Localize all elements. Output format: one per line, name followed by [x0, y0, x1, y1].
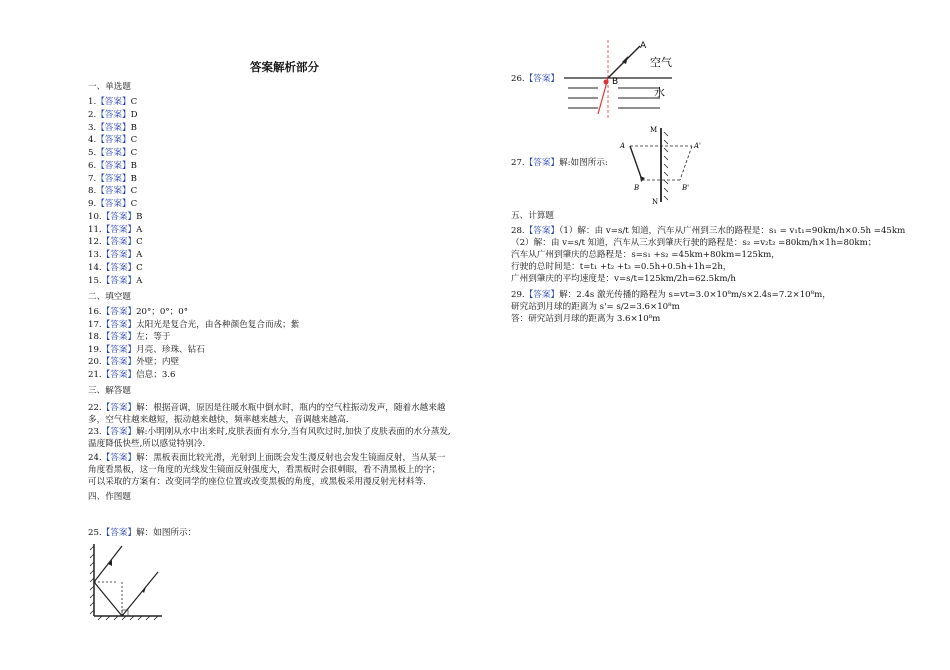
section-calculation: 五、计算题 — [511, 211, 554, 221]
q24-line3: 可以采取的方案有：改变同学的座位位置或改变黑板的角度，或黑板采用漫反射光材料等． — [88, 477, 432, 487]
q29-line3: 答：研究站到月球的距离为 3.6×10⁸m — [511, 314, 661, 324]
single-choice-item — [88, 110, 137, 121]
single-choice-answer: C — [130, 135, 138, 146]
q22-line2: 多，空气柱越来越短，振动越来越快，频率越来越大，音调越来越高． — [88, 415, 355, 425]
page-title: 答案解析部分 — [250, 60, 319, 74]
single-choice-answer: A — [136, 224, 143, 235]
q22-line1: 22.【答案】解：根据音调，原因是往暖水瓶中倒水时，瓶内的空气柱振动发声，随着水越来越 — [88, 403, 446, 413]
q26-line: 26.【答案】 — [511, 74, 560, 84]
single-choice-num: 8. — [88, 186, 97, 197]
answer-tag: 【答案】 — [96, 148, 131, 158]
single-choice-item — [88, 199, 137, 210]
answer-tag: 【答案】 — [101, 262, 137, 273]
answer-tag: 【答案】 — [96, 173, 131, 184]
single-choice-num: 4. — [88, 135, 97, 146]
answer-tag: 【答案】 — [101, 344, 137, 355]
fill-blank-num: 16. — [88, 307, 102, 317]
fill-blank-item — [88, 320, 299, 331]
answer-tag: 【答案】 — [101, 250, 137, 260]
answer-tag: 【答案】 — [101, 319, 137, 330]
single-choice-item — [88, 148, 137, 159]
answer-tag: 【答案】 — [101, 275, 137, 286]
single-choice-answer: B — [130, 173, 137, 184]
fill-blank-item — [88, 307, 188, 318]
fill-blank-answer: 太阳光是复合光，由各种颜色复合而成；紫 — [136, 319, 300, 330]
fill-blank-item — [88, 332, 170, 343]
fill-blank-answer: 左；等于 — [136, 332, 171, 342]
section-single-choice: 一、单选题 — [88, 82, 131, 92]
single-choice-num: 11. — [88, 224, 102, 235]
answer-tag: 【答案】 — [101, 237, 137, 248]
q28-line1: 28.【答案】（1）解：由 v=s/t 知道，汽车从广州到三水的路程是：s₁ = v₁t₁=90km/h×0.5h =45km — [511, 226, 906, 236]
single-choice-answer: C — [136, 262, 143, 273]
fill-blank-num: 18. — [88, 332, 102, 342]
single-choice-num: 13. — [88, 250, 102, 260]
q28-line3: 汽车从广州到肇庆的总路程是：s=s₁ +s₂ =45km+80km=125km， — [511, 250, 780, 260]
single-choice-item — [88, 186, 137, 197]
q27-label-a: A — [620, 142, 626, 150]
q27-figure — [616, 122, 716, 206]
single-choice-item — [88, 250, 142, 261]
q27-label-m: M — [650, 126, 658, 134]
section-drawing: 四、作图题 — [88, 492, 131, 502]
single-choice-answer: C — [130, 186, 138, 197]
answer-tag: 【答案】 — [96, 109, 131, 120]
q28-line4: 行驶的总时间是：t=t₁ +t₂ +t₃ =0.5h+0.5h+1h=2h， — [511, 262, 732, 272]
single-choice-item — [88, 174, 137, 185]
answer-tag: 【答案】 — [96, 199, 131, 209]
single-choice-num: 5. — [88, 148, 97, 158]
single-choice-num: 9. — [88, 199, 97, 209]
q23-line1: 23.【答案】解:小明刚从水中出来时,皮肤表面有水分,当有风吹过时,加快了皮肤表面的水分蒸发, — [88, 427, 451, 437]
single-choice-num: 6. — [88, 160, 97, 171]
single-choice-answer: C — [130, 199, 138, 209]
answer-tag: 【答案】 — [96, 97, 131, 107]
single-choice-num: 10. — [88, 211, 102, 222]
single-choice-answer: C — [130, 148, 138, 158]
q26-label-water: 水 — [654, 86, 665, 99]
q26-label-air: 空气 — [650, 56, 672, 69]
fill-blank-item — [88, 370, 176, 381]
q27-label-n: N — [652, 198, 659, 206]
fill-blank-item — [88, 345, 205, 356]
fill-blank-num: 17. — [88, 319, 102, 330]
single-choice-num: 12. — [88, 237, 102, 248]
single-choice-num: 2. — [88, 109, 97, 120]
single-choice-item — [88, 225, 142, 236]
fill-blank-item — [88, 357, 179, 368]
single-choice-num: 1. — [88, 97, 97, 107]
answer-tag: 【答案】 — [101, 332, 137, 342]
fill-blank-answer: 月亮、珍珠、钻石 — [136, 344, 205, 355]
single-choice-item — [88, 263, 143, 274]
answer-tag: 【答案】 — [96, 160, 131, 171]
answer-tag: 【答案】 — [101, 224, 137, 235]
q27-label-b2: B' — [682, 184, 690, 192]
answer-tag: 【答案】 — [96, 135, 131, 146]
single-choice-answer: B — [130, 122, 137, 133]
single-choice-answer: A — [136, 275, 143, 286]
single-choice-num: 7. — [88, 173, 97, 184]
q26-label-b: B — [612, 77, 619, 87]
single-choice-item — [88, 135, 137, 146]
q23-line2: 温度降低快些,所以感觉特别冷. — [88, 439, 206, 449]
answer-tag: 【答案】 — [96, 122, 131, 133]
answer-tag: 【答案】 — [101, 211, 137, 222]
single-choice-item — [88, 237, 143, 248]
single-choice-item — [88, 97, 137, 108]
q27-label-a2: A' — [694, 142, 701, 150]
fill-blank-num: 19. — [88, 344, 102, 355]
answer-tag: 【答案】 — [101, 307, 137, 317]
single-choice-item — [88, 212, 142, 223]
fill-blank-num: 20. — [88, 357, 102, 367]
single-choice-answer: C — [130, 97, 138, 107]
q25-figure — [86, 540, 168, 625]
fill-blank-answer: 信息；3.6 — [136, 369, 176, 380]
fill-blank-answer: 外壁；内壁 — [136, 357, 180, 367]
single-choice-answer: D — [130, 109, 138, 120]
q27-line: 27.【答案】解:如图所示: — [511, 158, 608, 168]
fill-blank-num: 21. — [88, 369, 102, 380]
q29-line2: 研究站到月球的距离为 s'= s/2=3.6×10⁸m — [511, 302, 680, 312]
answer-tag: 【答案】 — [101, 357, 137, 367]
q25-line: 25.【答案】解：如图所示： — [88, 528, 197, 538]
single-choice-num: 3. — [88, 122, 97, 133]
single-choice-answer: A — [136, 250, 143, 260]
q28-line2: （2）解：由 v=s/t 知道，汽车从三水到肇庆行驶的路程是：s₂ =v₂t₂ =80km/h×1h=80km； — [511, 238, 877, 248]
single-choice-answer: B — [136, 211, 143, 222]
single-choice-num: 14. — [88, 262, 102, 273]
section-answer: 三、解答题 — [88, 386, 131, 396]
q26-figure — [560, 38, 680, 120]
section-fill-blank: 二、填空题 — [88, 292, 131, 302]
q24-line2: 角度看黑板，这一角度的光线发生镜面反射强度大，看黑板时会很刺眼，看不清黑板上的字； — [88, 465, 441, 475]
answer-tag: 【答案】 — [96, 186, 131, 197]
q28-line5: 广州到肇庆的平均速度是：v=s/t=125km/2h=62.5km/h — [511, 274, 736, 284]
q24-line1: 24.【答案】解：黑板表面比较光滑，光射到上面既会发生漫反射也会发生镜面反射，当从某一 — [88, 453, 446, 463]
single-choice-num: 15. — [88, 275, 102, 286]
q26-label-a: A — [640, 41, 647, 51]
single-choice-item — [88, 161, 137, 172]
q29-line1: 29.【答案】解：2.4s 激光传播的路程为 s=vt=3.0×10⁸m/s×2.4s=7.2×10⁸m， — [511, 290, 831, 300]
single-choice-item — [88, 276, 142, 287]
fill-blank-answer: 20°；0°；0° — [136, 307, 189, 317]
q27-label-b: B — [634, 184, 640, 192]
single-choice-answer: C — [136, 237, 143, 248]
answer-tag: 【答案】 — [101, 369, 137, 380]
single-choice-answer: B — [130, 160, 137, 171]
single-choice-item — [88, 123, 137, 134]
